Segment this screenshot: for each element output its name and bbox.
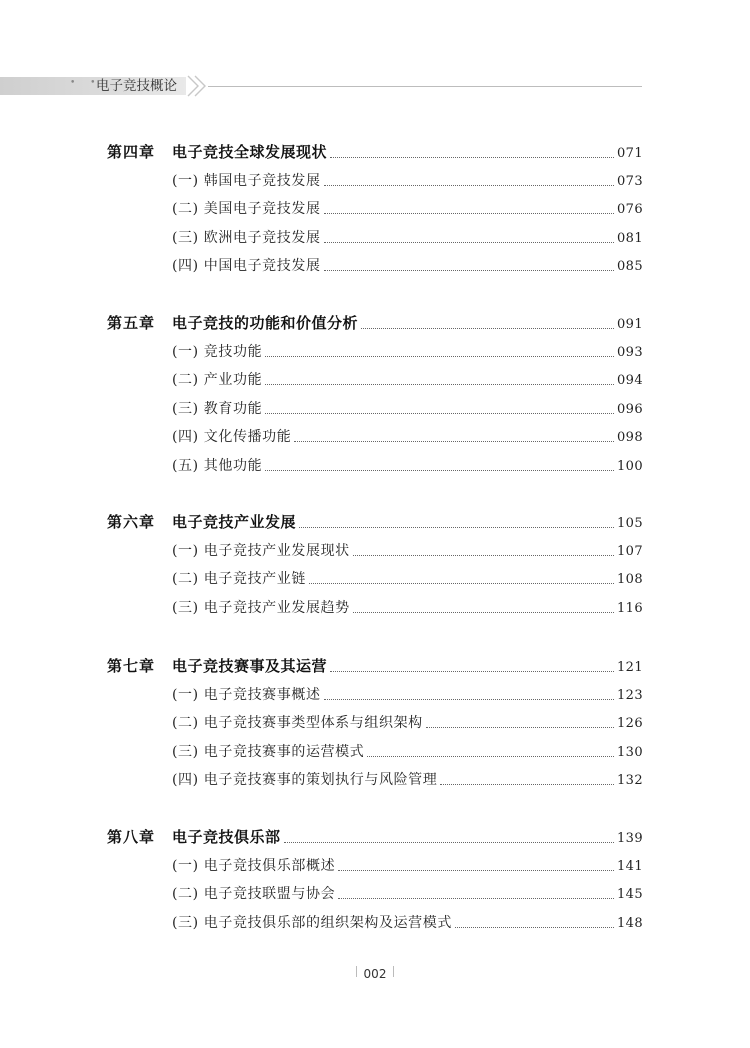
section-title: (一) 电子竞技赛事概述 <box>172 686 321 703</box>
section-row[interactable] <box>0 769 750 789</box>
section-page: 148 <box>616 915 643 931</box>
section-row[interactable] <box>0 741 750 761</box>
section-page: 096 <box>616 401 643 417</box>
section-title: (五) 其他功能 <box>172 458 263 474</box>
section-title: (二) 产业功能 <box>172 372 263 389</box>
dot-leader <box>353 612 614 613</box>
section-page: 130 <box>616 744 643 760</box>
chapter-title: 电子竞技产业发展 <box>172 513 297 531</box>
section-title: (二) 电子竞技产业链 <box>172 571 306 588</box>
dot-leader <box>294 441 614 442</box>
page-folio <box>0 963 750 981</box>
section-title: (四) 文化传播功能 <box>172 429 292 446</box>
section-title: (四) 中国电子竞技发展 <box>172 258 321 275</box>
section-page: 123 <box>616 687 643 703</box>
dot-leader <box>330 157 614 158</box>
chapter-page: 091 <box>616 317 643 332</box>
chapter-title: 电子竞技的功能和价值分析 <box>172 314 359 332</box>
section-title: (二) 美国电子竞技发展 <box>172 201 321 218</box>
chapter-title: 电子竞技全球发展现状 <box>172 143 328 161</box>
section-title: (二) 电子竞技联盟与协会 <box>172 886 336 903</box>
section-page: 093 <box>616 344 643 360</box>
chevron-ornament-icon <box>186 75 210 97</box>
section-row[interactable] <box>0 227 750 247</box>
section-page: 085 <box>616 259 643 275</box>
section-title: (三) 教育功能 <box>172 400 263 417</box>
section-page: 126 <box>616 716 643 732</box>
section-page: 094 <box>616 373 643 389</box>
chapter-row[interactable] <box>0 312 750 332</box>
dot-leader <box>324 213 614 214</box>
dot-leader <box>455 927 614 928</box>
chapter-number: 第七章 <box>107 657 156 675</box>
section-page: 116 <box>616 600 643 616</box>
dot-leader <box>426 727 614 728</box>
chapter-title: 电子竞技俱乐部 <box>172 828 281 846</box>
dot-leader <box>361 328 614 329</box>
dot-leader <box>338 898 614 899</box>
section-title: (一) 竞技功能 <box>172 343 263 360</box>
section-page: 098 <box>616 430 643 446</box>
dot-leader <box>353 555 614 556</box>
header-rule <box>208 86 642 87</box>
dot-leader <box>299 527 614 528</box>
chapter-number: 第五章 <box>107 314 156 332</box>
dot-leader <box>338 870 614 871</box>
section-title: (三) 电子竞技产业发展趋势 <box>172 599 350 616</box>
section-row[interactable] <box>0 170 750 190</box>
section-page: 108 <box>616 572 643 588</box>
section-page: 141 <box>616 858 643 874</box>
dot-leader <box>324 242 614 243</box>
section-title: (一) 电子竞技产业发展现状 <box>172 542 350 559</box>
dot-leader <box>265 356 614 357</box>
dot-leader <box>324 270 614 271</box>
section-row[interactable] <box>0 198 750 218</box>
section-row[interactable] <box>0 255 750 275</box>
section-page: 107 <box>616 543 643 559</box>
section-title: (二) 电子竞技赛事类型体系与组织架构 <box>172 715 423 732</box>
chapter-number: 第八章 <box>107 828 156 846</box>
chapter-number: 第六章 <box>107 513 156 531</box>
dot-leader <box>265 470 614 471</box>
chapter-page: 139 <box>616 831 643 846</box>
section-page: 100 <box>616 459 643 474</box>
section-row[interactable] <box>0 883 750 903</box>
section-title: (三) 电子竞技赛事的运营模式 <box>172 743 365 760</box>
section-row[interactable] <box>0 684 750 704</box>
section-title: (三) 电子竞技俱乐部的组织架构及运营模式 <box>172 914 452 931</box>
section-row[interactable] <box>0 855 750 875</box>
section-title: (一) 韩国电子竞技发展 <box>172 172 321 189</box>
chapter-page: 105 <box>616 516 643 531</box>
section-row[interactable] <box>0 540 750 560</box>
dot-leader <box>330 671 614 672</box>
dot-leader <box>324 185 614 186</box>
chapter-page: 071 <box>616 146 643 161</box>
section-row[interactable] <box>0 398 750 418</box>
dot-leader <box>284 842 614 843</box>
header-book-title: 电子竞技概论 <box>96 78 177 94</box>
chapter-row[interactable] <box>0 826 750 846</box>
section-page: 076 <box>616 202 643 218</box>
folio-bar-right <box>393 966 394 977</box>
dot-leader <box>265 384 614 385</box>
running-header <box>0 74 750 98</box>
section-row[interactable] <box>0 455 750 475</box>
section-title: (三) 欧洲电子竞技发展 <box>172 229 321 246</box>
section-row[interactable] <box>0 597 750 617</box>
section-page: 145 <box>616 887 643 903</box>
section-title: (一) 电子竞技俱乐部概述 <box>172 857 336 874</box>
section-page: 073 <box>616 173 643 189</box>
chapter-page: 121 <box>616 660 643 675</box>
dot-leader <box>309 583 614 584</box>
dot-leader <box>440 784 614 785</box>
folio-bar-left <box>356 966 357 977</box>
section-page: 081 <box>616 230 643 246</box>
chapter-row[interactable] <box>0 141 750 161</box>
chapter-row[interactable] <box>0 511 750 531</box>
chapter-title: 电子竞技赛事及其运营 <box>172 657 328 675</box>
section-row[interactable] <box>0 712 750 732</box>
section-row[interactable] <box>0 426 750 446</box>
section-row[interactable] <box>0 912 750 932</box>
header-dots-ornament: • • <box>70 78 102 88</box>
dot-leader <box>265 413 614 414</box>
chapter-number: 第四章 <box>107 143 156 161</box>
section-page: 132 <box>616 773 643 789</box>
chapter-row[interactable] <box>0 655 750 675</box>
page-number: 002 <box>363 967 387 981</box>
section-title: (四) 电子竞技赛事的策划执行与风险管理 <box>172 772 438 789</box>
section-row[interactable] <box>0 568 750 588</box>
section-row[interactable] <box>0 369 750 389</box>
dot-leader <box>324 699 614 700</box>
dot-leader <box>367 756 614 757</box>
section-row[interactable] <box>0 341 750 361</box>
